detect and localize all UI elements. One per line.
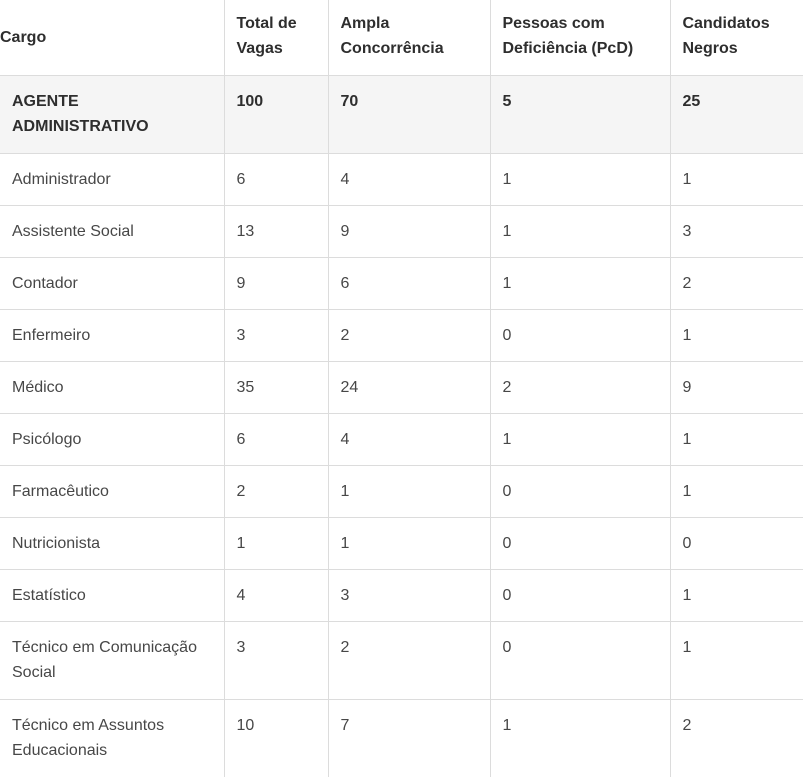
- cell-negros: 1: [670, 310, 803, 362]
- cell-negros: 1: [670, 414, 803, 466]
- cell-total: 6: [224, 154, 328, 206]
- cell-total: 4: [224, 570, 328, 622]
- table-row: [0, 206, 803, 258]
- table-row: [0, 518, 803, 570]
- cell-ampla: 9: [328, 206, 490, 258]
- cell-ampla: 2: [328, 622, 490, 700]
- cell-ampla: 4: [328, 154, 490, 206]
- cell-ampla: 2: [328, 310, 490, 362]
- cell-pcd: 1: [490, 414, 670, 466]
- cell-pcd: 0: [490, 518, 670, 570]
- header-candidatos-negros: Candidatos Negros: [670, 0, 803, 76]
- cell-ampla: 6: [328, 258, 490, 310]
- cell-total: 13: [224, 206, 328, 258]
- cell-total: 1: [224, 518, 328, 570]
- cell-cargo: Contador: [0, 258, 224, 310]
- cell-negros: 9: [670, 362, 803, 414]
- cell-ampla: 1: [328, 518, 490, 570]
- cell-pcd: 0: [490, 570, 670, 622]
- cell-negros: 1: [670, 154, 803, 206]
- cell-negros: 0: [670, 518, 803, 570]
- cell-negros: 1: [670, 622, 803, 700]
- cell-cargo: Enfermeiro: [0, 310, 224, 362]
- cell-pcd: 1: [490, 258, 670, 310]
- table-row: [0, 154, 803, 206]
- cell-total: 10: [224, 700, 328, 777]
- table-row: [0, 622, 803, 700]
- header-total-vagas: Total de Vagas: [224, 0, 328, 76]
- cell-total: 35: [224, 362, 328, 414]
- group-cargo: AGENTE ADMINISTRATIVO: [0, 76, 224, 154]
- cell-pcd: 1: [490, 206, 670, 258]
- group-row-agente-administrativo: [0, 76, 803, 154]
- cell-total: 2: [224, 466, 328, 518]
- cell-negros: 2: [670, 700, 803, 777]
- cell-ampla: 4: [328, 414, 490, 466]
- cell-pcd: 1: [490, 154, 670, 206]
- cell-cargo: Técnico em Comunicação Social: [0, 622, 224, 700]
- cell-cargo: Assistente Social: [0, 206, 224, 258]
- cell-total: 3: [224, 622, 328, 700]
- table-row: [0, 258, 803, 310]
- table-row: [0, 362, 803, 414]
- cell-pcd: 2: [490, 362, 670, 414]
- cell-cargo: Médico: [0, 362, 224, 414]
- group-ampla: 70: [328, 76, 490, 154]
- cell-negros: 3: [670, 206, 803, 258]
- cell-ampla: 1: [328, 466, 490, 518]
- cell-ampla: 7: [328, 700, 490, 777]
- table-row: [0, 466, 803, 518]
- group-pcd: 5: [490, 76, 670, 154]
- cell-cargo: Psicólogo: [0, 414, 224, 466]
- table-header-row: [0, 0, 803, 76]
- table-row: [0, 310, 803, 362]
- table-row: [0, 414, 803, 466]
- table-row: [0, 570, 803, 622]
- group-negros: 25: [670, 76, 803, 154]
- cell-cargo: Nutricionista: [0, 518, 224, 570]
- group-total: 100: [224, 76, 328, 154]
- cell-total: 9: [224, 258, 328, 310]
- cell-total: 6: [224, 414, 328, 466]
- cell-negros: 1: [670, 570, 803, 622]
- cell-negros: 1: [670, 466, 803, 518]
- cell-cargo: Farmacêutico: [0, 466, 224, 518]
- header-cargo: Cargo: [0, 0, 224, 76]
- cell-cargo: Técnico em Assuntos Educacionais: [0, 700, 224, 777]
- cell-pcd: 0: [490, 622, 670, 700]
- cell-ampla: 24: [328, 362, 490, 414]
- cell-total: 3: [224, 310, 328, 362]
- cell-ampla: 3: [328, 570, 490, 622]
- cell-cargo: Administrador: [0, 154, 224, 206]
- table-row: [0, 700, 803, 777]
- cell-cargo: Estatístico: [0, 570, 224, 622]
- header-ampla-concorrencia: Ampla Concorrência: [328, 0, 490, 76]
- cell-negros: 2: [670, 258, 803, 310]
- cell-pcd: 0: [490, 466, 670, 518]
- header-pcd: Pessoas com Deficiência (PcD): [490, 0, 670, 76]
- cell-pcd: 0: [490, 310, 670, 362]
- cell-pcd: 1: [490, 700, 670, 777]
